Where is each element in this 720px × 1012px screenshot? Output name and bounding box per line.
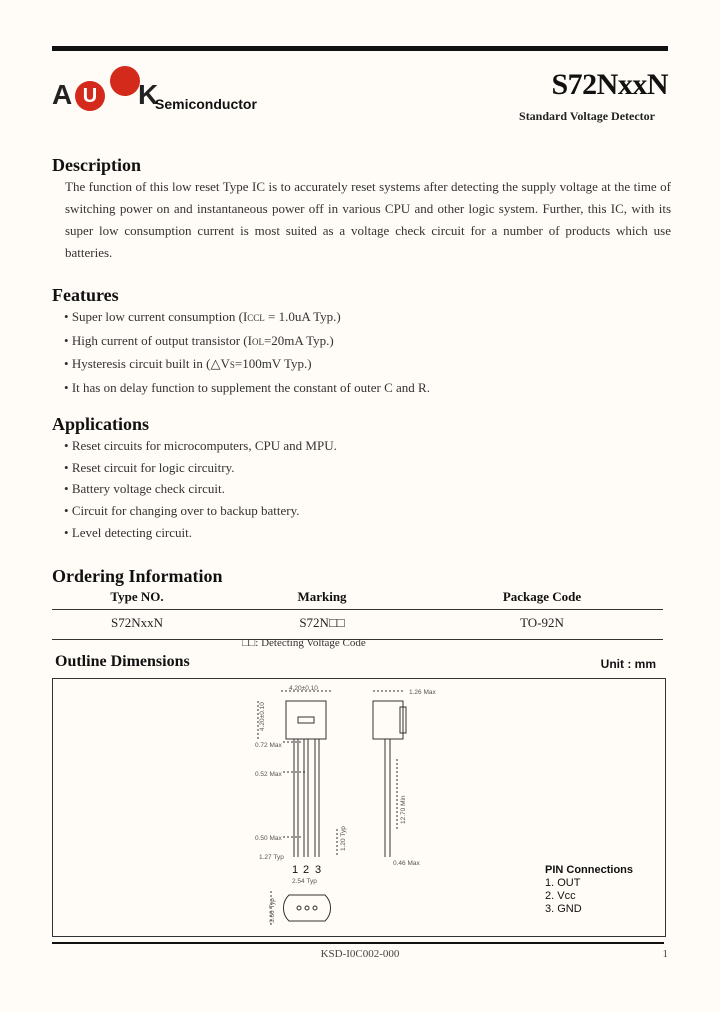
front-view-labels <box>255 685 347 861</box>
dim-072: 0.72 Max <box>255 742 282 749</box>
dim-050: 0.50 Max <box>255 835 282 842</box>
application-item: • Reset circuit for logic circuitry. <box>64 457 337 479</box>
pin-number: 1 <box>292 864 299 876</box>
ordering-header-row <box>52 589 663 609</box>
dim-top-width: 4.20±0.10 <box>289 685 318 692</box>
side-view <box>373 691 406 857</box>
pin-connections <box>545 864 633 916</box>
dim-lead-length: 12.70 Min <box>400 795 407 824</box>
dim-pitch: 1.27 Typ <box>259 854 284 861</box>
logo-letter-u: U <box>75 81 105 111</box>
ordering-table <box>52 589 663 640</box>
pin-connection-item: 2. Vcc <box>545 890 576 902</box>
pin-number: 3 <box>315 864 322 876</box>
top-rule <box>52 46 668 51</box>
application-item: • Battery voltage check circuit. <box>64 478 337 500</box>
pin-connections-title: PIN Connections <box>545 864 634 876</box>
marking-note: □□: Detecting Voltage Code <box>242 637 366 649</box>
logo-circle-mark <box>110 66 140 96</box>
cell-type-no: S72NxxN <box>110 615 163 630</box>
page-number: 1 <box>662 948 668 960</box>
description-heading: Description <box>52 155 141 175</box>
feature-item: • Super low current consumption (ICCL = 1.0uA Typ.) <box>64 306 430 330</box>
dim-height: 4.20±0.10 <box>259 702 266 731</box>
pin-connection-item: 1. OUT <box>545 877 581 889</box>
dim-052: 0.52 Max <box>255 771 282 778</box>
part-number: S72NxxN <box>551 68 668 101</box>
applications-list <box>64 435 337 544</box>
bottom-rule <box>52 942 664 944</box>
features-list <box>64 306 430 399</box>
dim-046: 0.46 Max <box>393 860 420 867</box>
outline-heading: Outline Dimensions <box>55 653 190 670</box>
applications-heading: Applications <box>52 414 150 434</box>
dim-base: 1.20 Typ <box>340 826 347 851</box>
logo-letter-a: A <box>52 79 73 110</box>
feature-item: • Hysteresis circuit built in (△VS=100mV Typ.) <box>64 353 430 377</box>
application-item: • Level detecting circuit. <box>64 522 337 544</box>
dim-bottom: 3.60 Typ <box>269 898 276 923</box>
col-type-no: Type NO. <box>110 589 164 604</box>
logo-letter-k: K <box>138 79 159 110</box>
pin-connection-item: 3. GND <box>545 903 582 915</box>
feature-item: • It has on delay function to supplement the constant of outer C and R. <box>64 377 430 399</box>
col-marking: Marking <box>297 589 347 604</box>
application-item: • Circuit for changing over to backup battery. <box>64 500 337 522</box>
feature-item: • High current of output transistor (IOL=20mA Typ.) <box>64 330 430 354</box>
document-subtitle: Standard Voltage Detector <box>519 109 655 123</box>
logo-subtext: Semiconductor <box>155 96 257 112</box>
unit-label: Unit : mm <box>600 657 656 671</box>
company-logo <box>52 66 282 114</box>
pin-number: 2 <box>303 864 310 876</box>
table-row <box>52 615 663 639</box>
table-divider <box>52 609 663 610</box>
document-code: KSD-I0C002-000 <box>320 948 400 960</box>
cell-package-code: TO-92N <box>520 615 564 630</box>
ordering-heading: Ordering Information <box>52 566 223 586</box>
pin-numbers <box>292 864 321 876</box>
description-text: The function of this low reset Type IC is to accurately reset systems after detecting the supply voltage at the time of switching power on and instantaneous power off in various CPU and other logic system. Further, this IC, with its super low consumption current is most suited as a voltage check circuit for a number of products which use batteries. <box>65 179 671 260</box>
dim-span: 2.54 Typ <box>292 878 317 885</box>
bottom-view <box>271 891 331 925</box>
cell-marking: S72N□□ <box>299 615 345 630</box>
application-item: • Reset circuits for microcomputers, CPU and MPU. <box>64 435 337 457</box>
col-package-code: Package Code <box>502 589 582 604</box>
dim-side-width: 1.26 Max <box>409 689 436 696</box>
features-heading: Features <box>52 285 119 305</box>
